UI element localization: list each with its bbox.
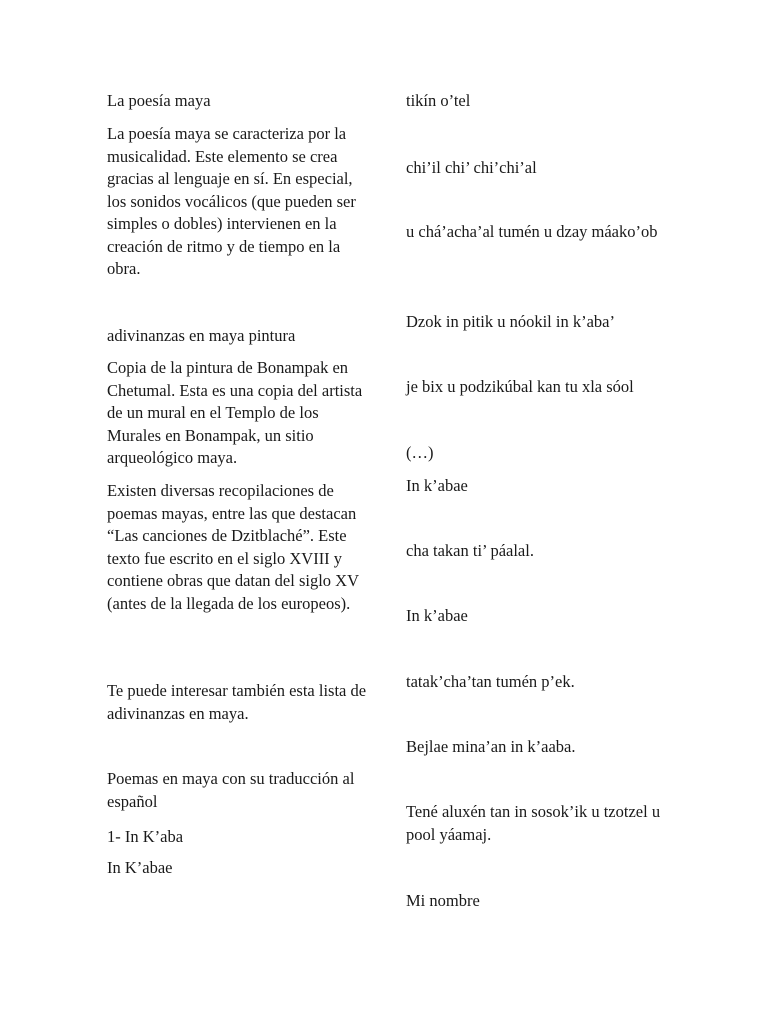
poem-line: Tené aluxén tan in sosok’ik u tzotzel u pool yáamaj. bbox=[406, 802, 661, 844]
poem-line: u chá’acha’al tumén u dzay máako’ob bbox=[406, 222, 658, 241]
poem-line: (…) bbox=[406, 443, 434, 462]
poem-line: In k’abae bbox=[406, 476, 468, 495]
poem-line: Dzok in pitik u nóokil in k’aba’ bbox=[406, 312, 615, 331]
poem-subtitle: In K’abae bbox=[107, 858, 173, 877]
poem-line: Mi nombre bbox=[406, 891, 480, 910]
poem-line: cha takan ti’ páalal. bbox=[406, 541, 534, 560]
poem-line: tikín o’tel bbox=[406, 91, 471, 110]
poems-heading: Poemas en maya con su traducción al español bbox=[107, 769, 355, 811]
painting-caption-paragraph: Copia de la pintura de Bonampak en Chetumal. Esta es una copia del artista de un mural en el Templo de los Murales en Bonampak, un sitio arqueológico maya. bbox=[107, 358, 363, 467]
subheading: adivinanzas en maya pintura bbox=[107, 326, 296, 345]
compilations-paragraph: Existen diversas recopilaciones de poemas mayas, entre las que destacan “Las canciones de Dzitblaché”. Este texto fue escrito en el siglo XVIII y contiene obras que datan del siglo XV (antes de la llegada de los europeos). bbox=[107, 481, 359, 613]
related-link-paragraph: Te puede interesar también esta lista de adivinanzas en maya. bbox=[107, 681, 367, 723]
poem-line: je bix u podzikúbal kan tu xla sóol bbox=[406, 377, 634, 396]
poem-line: In k’abae bbox=[406, 606, 468, 625]
poem-line: chi’il chi’ chi’chi’al bbox=[406, 158, 537, 177]
poem-line: tatak’cha’tan tumén p’ek. bbox=[406, 672, 575, 691]
section-title: La poesía maya bbox=[107, 91, 211, 110]
intro-paragraph: La poesía maya se caracteriza por la musicalidad. Este elemento se crea gracias al lenguaje en sí. En especial, los sonidos vocálicos (que pueden ser simples o dobles) intervienen en la creación de ritmo y de tiempo en la obra. bbox=[107, 124, 356, 278]
poem-line: Bejlae mina’an in k’aaba. bbox=[406, 737, 576, 756]
poem-number-title: 1- In K’aba bbox=[107, 827, 184, 846]
